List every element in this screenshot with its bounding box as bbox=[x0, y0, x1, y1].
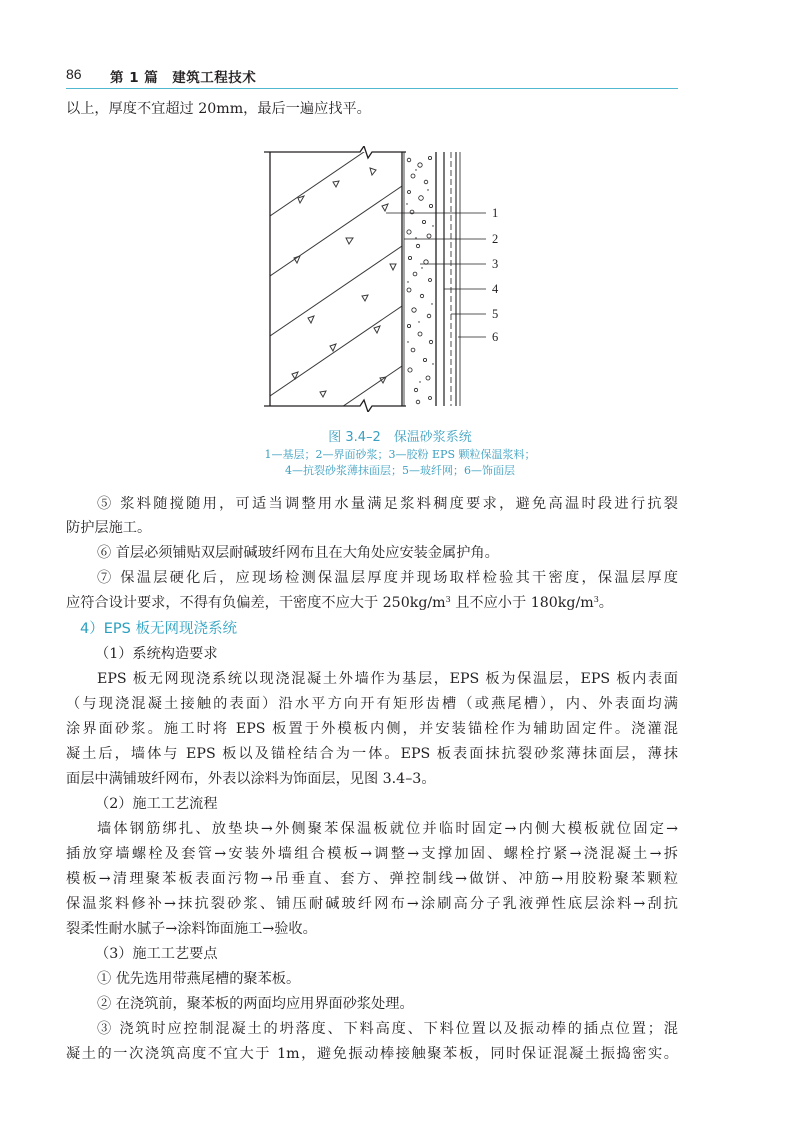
insulation-layer bbox=[407, 156, 433, 403]
figure-legend: 4—抗裂砂浆薄抹面层；5—玻纤网；6—饰面层 bbox=[285, 464, 515, 477]
body-line: 插放穿墙螺栓及套管→安装外墙组合模板→调整→支撑加固、螺栓拧紧→浇混凝土→拆 bbox=[66, 846, 678, 862]
subsection-heading: （1）系统构造要求 bbox=[95, 646, 218, 662]
body-line: 保温浆料修补→抹抗裂砂浆、铺压耐碱玻纤网布→涂刷高分子乳液弹性底层涂料→刮抗 bbox=[66, 896, 678, 912]
body-line: ③ 浇筑时应控制混凝土的坍落度、下料高度、下料位置以及振动棒的插点位置；混 bbox=[97, 1021, 678, 1037]
header-rule bbox=[66, 88, 678, 89]
label-3: 3 bbox=[492, 257, 499, 271]
base-layer bbox=[270, 146, 402, 412]
running-header bbox=[66, 66, 676, 88]
body-line: ⑥ 首层必须铺贴双层耐碱玻纤网布且在大角处应安装金属护角。 bbox=[97, 545, 499, 561]
label-1: 1 bbox=[492, 206, 499, 220]
body-line: 应符合设计要求，不得有负偏差，干密度不应大于 $250kg/m^3$ 且不应小于 $180kg/m^3$。 bbox=[66, 595, 613, 611]
body-line: 墙体钢筋绑扎、放垫块→外侧聚苯保温板就位并临时固定→内侧大模板就位固定→ bbox=[97, 821, 678, 837]
subsection-heading: （3）施工工艺要点 bbox=[95, 946, 218, 962]
page-number: 86 bbox=[66, 66, 82, 82]
body-line: ① 优先选用带燕尾槽的聚苯板。 bbox=[97, 971, 301, 987]
body-line: 凝土后，墙体与 EPS 板以及锚栓结合为一体。EPS 板表面抹抗裂砂浆薄抹面层，薄抹 bbox=[66, 746, 678, 762]
body-line: EPS 板无网现浇系统以现浇混凝土外墙作为基层，EPS 板为保温层，EPS 板内表面 bbox=[97, 671, 678, 687]
label-6: 6 bbox=[492, 330, 499, 344]
label-5: 5 bbox=[492, 307, 499, 321]
section-heading: 4）EPS 板无网现浇系统 bbox=[80, 621, 237, 637]
figure-title: 图 3.4–2 保温砂浆系统 bbox=[328, 430, 472, 445]
chapter-title: 第 1 篇 建筑工程技术 bbox=[110, 70, 257, 86]
body-line: 凝土的一次浇筑高度不宜大于 1m，避免振动棒接触聚苯板，同时保证混凝土振捣密实。 bbox=[66, 1046, 678, 1062]
label-2: 2 bbox=[492, 232, 499, 246]
body-line: 裂柔性耐水腻子→涂料饰面施工→验收。 bbox=[66, 921, 317, 937]
body-line: ② 在浇筑前，聚苯板的两面均应用界面砂浆处理。 bbox=[97, 996, 414, 1012]
body-line: 以上，厚度不宜超过 20mm，最后一遍应找平。 bbox=[66, 101, 371, 117]
insulation-mortar-diagram bbox=[258, 146, 518, 412]
body-line: ⑦ 保温层硬化后，应现场检测保温层厚度并现场取样检验其干密度，保温层厚度 bbox=[97, 570, 678, 586]
body-line: （与现浇混凝土接触的表面）沿水平方向开有矩形齿槽（或燕尾槽），内、外表面均满 bbox=[66, 696, 678, 712]
label-4: 4 bbox=[492, 282, 499, 296]
body-line: 防护层施工。 bbox=[66, 520, 152, 536]
body-line: ⑤ 浆料随搅随用，可适当调整用水量满足浆料稠度要求，避免高温时段进行抗裂 bbox=[97, 496, 678, 512]
body-line: 面层中满铺玻纤网布，外表以涂料为饰面层，见图 3.4–3。 bbox=[66, 771, 436, 787]
body-line: 模板→清理聚苯板表面污物→吊垂直、套方、弹控制线→做饼、冲筋→用胶粉聚苯颗粒 bbox=[66, 871, 678, 887]
body-line: 涂界面砂浆。施工时将 EPS 板置于外模板内侧，并安装锚栓作为辅助固定件。浇灌混 bbox=[66, 721, 678, 737]
subsection-heading: （2）施工工艺流程 bbox=[95, 796, 218, 812]
figure-legend: 1—基层；2—界面砂浆；3—胶粉 EPS 颗粒保温浆料； bbox=[264, 448, 536, 461]
